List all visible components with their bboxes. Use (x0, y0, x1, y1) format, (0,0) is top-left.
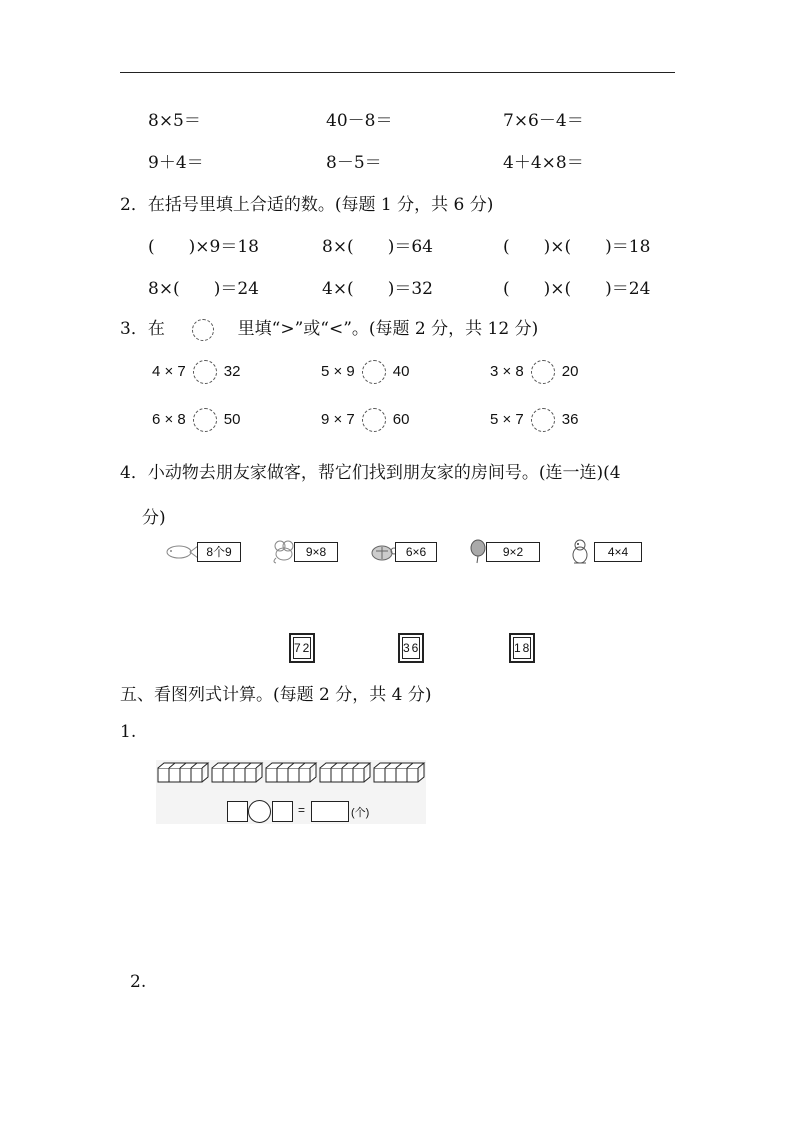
compare-right: 50 (223, 410, 241, 428)
q2-title: 2．在括号里填上合适的数。(每题 1 分，共 6 分) (120, 195, 494, 215)
block-group (374, 763, 424, 782)
compare-item (490, 360, 578, 384)
room-number: 36 (402, 637, 420, 659)
room-72[interactable] (289, 633, 315, 663)
q4-title-line2: 分) (142, 508, 166, 528)
compare-left: 3 × 8 (490, 362, 524, 380)
top-rule (120, 72, 675, 73)
compare-circle[interactable] (531, 408, 555, 432)
block-group (266, 763, 316, 782)
calc-6: 4＋4×8＝ (503, 153, 584, 173)
unit-label: (个) (351, 807, 370, 819)
compare-right: 40 (392, 362, 410, 380)
q2-blank-1: ( )×9＝18 (148, 237, 259, 257)
q3-title (120, 314, 538, 341)
compare-item (152, 360, 240, 384)
calc-1: 8×5＝ (148, 111, 201, 131)
animal-penguin[interactable] (568, 538, 646, 564)
q4-title-line1: 4．小动物去朋友家做客，帮它们找到朋友家的房间号。(连一连)(4 (120, 463, 621, 483)
room-36[interactable] (398, 633, 424, 663)
animal-mouse[interactable] (270, 538, 342, 564)
animal-fish[interactable] (163, 538, 243, 564)
answer-square-1[interactable] (227, 801, 248, 822)
turtle-icon (368, 538, 398, 564)
compare-item (321, 360, 409, 384)
block-group (158, 763, 208, 782)
calc-3: 7×6－4＝ (503, 111, 584, 131)
compare-item (490, 408, 578, 432)
compare-left: 5 × 9 (321, 362, 355, 380)
compare-left: 4 × 7 (152, 362, 186, 380)
calc-5: 8－5＝ (326, 153, 382, 173)
section5-item2-label: 2. (130, 972, 147, 992)
equals-sign: = (298, 803, 306, 817)
answer-square-2[interactable] (272, 801, 293, 822)
compare-right: 20 (561, 362, 579, 380)
blocks-picture (156, 762, 430, 788)
compare-left: 5 × 7 (490, 410, 524, 428)
compare-circle[interactable] (362, 408, 386, 432)
q2-blank-5: 4×( )＝32 (322, 279, 433, 299)
q2-blank-2: 8×( )＝64 (322, 237, 433, 257)
calc-4: 9＋4＝ (148, 153, 204, 173)
room-number: 18 (513, 637, 531, 659)
expression-box: 9×2 (486, 542, 540, 562)
room-number: 72 (293, 637, 311, 659)
q3-suffix: 里填“>”或“<”。(每题 2 分，共 12 分) (237, 319, 539, 339)
room-18[interactable] (509, 633, 535, 663)
compare-circle[interactable] (193, 408, 217, 432)
animal-turtle[interactable] (368, 538, 440, 564)
expression-box: 4×4 (594, 542, 642, 562)
block-group (212, 763, 262, 782)
compare-circle[interactable] (193, 360, 217, 384)
calc-2: 40－8＝ (326, 111, 393, 131)
compare-circle[interactable] (362, 360, 386, 384)
q2-blank-6: ( )×( )＝24 (503, 279, 651, 299)
answer-result-box[interactable] (311, 801, 349, 822)
q3-prefix: 3．在 (120, 319, 165, 339)
compare-circle[interactable] (531, 360, 555, 384)
compare-item (152, 408, 240, 432)
compare-left: 6 × 8 (152, 410, 186, 428)
section5-item1-label: 1. (120, 722, 137, 742)
q2-blank-3: ( )×( )＝18 (503, 237, 651, 257)
circle-icon (192, 319, 214, 341)
compare-item (321, 408, 409, 432)
expression-box: 6×6 (395, 542, 437, 562)
expression-box: 9×8 (294, 542, 338, 562)
compare-left: 9 × 7 (321, 410, 355, 428)
compare-right: 32 (223, 362, 241, 380)
compare-right: 60 (392, 410, 410, 428)
operator-circle[interactable] (248, 800, 271, 823)
animal-bird[interactable] (468, 538, 544, 564)
fish-icon (163, 538, 199, 564)
section5-title: 五、看图列式计算。(每题 2 分，共 4 分) (120, 685, 432, 705)
penguin-icon (568, 538, 594, 564)
q2-blank-4: 8×( )＝24 (148, 279, 259, 299)
compare-right: 36 (561, 410, 579, 428)
block-group (320, 763, 370, 782)
expression-box: 8个9 (197, 542, 241, 562)
